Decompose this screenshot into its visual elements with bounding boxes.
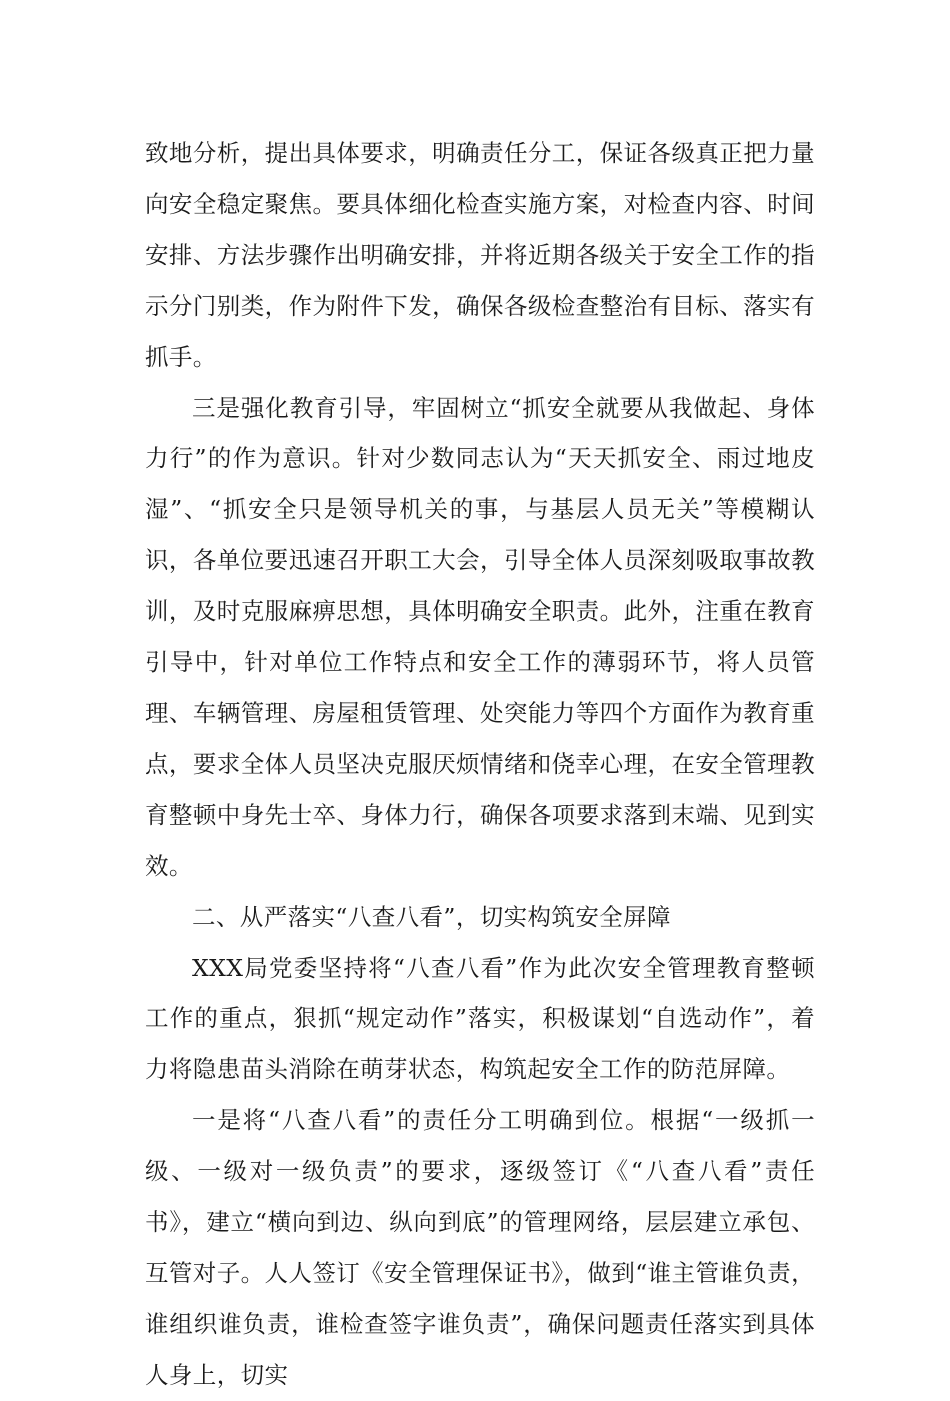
paragraph-2: 三是强化教育引导，牢固树立“抓安全就要从我做起、身体力行”的作为意识。针对少数同志认为“天天抓安全、雨过地皮湿”、“抓安全只是领导机关的事，与基层人员无关”等模糊认识，各单位要迅速召开职工大会，引导全体人员深刻吸取事故教训，及时克服麻痹思想，具体明确安全职责。此外，注重在教育引导中，针对单位工作特点和安全工作的薄弱环节，将人员管理、车辆管理、房屋租赁管理、处突能力等四个方面作为教育重点，要求全体人员坚决克服厌烦情绪和侥幸心理，在安全管理教育整顿中身先士卒、身体力行，确保各项要求落到末端、见到实效。 bbox=[145, 393, 815, 880]
document-body bbox=[145, 128, 815, 1401]
paragraph-1: 致地分析，提出具体要求，明确责任分工，保证各级真正把力量向安全稳定聚焦。要具体细化检查实施方案，对检查内容、时间安排、方法步骤作出明确安排，并将近期各级关于安全工作的指示分门别类，作为附件下发，确保各级检查整治有目标、落实有抓手。 bbox=[145, 139, 815, 371]
paragraph-4: 一是将“八查八看”的责任分工明确到位。根据“一级抓一级、一级对一级负责”的要求，逐级签订《“八查八看”责任书》，建立“横向到边、纵向到底”的管理网络，层层建立承包、互管对子。人人签订《安全管理保证书》，做到“谁主管谁负责，谁组织谁负责，谁检查签字谁负责”，确保问题责任落实到具体人身上，切实 bbox=[145, 1106, 815, 1389]
section-heading: 二、从严落实“八查八看”，切实构筑安全屏障 bbox=[192, 902, 671, 931]
paragraph-3: XXX局党委坚持将“八查八看”作为此次安全管理教育整顿工作的重点，狠抓“规定动作”落实，积极谋划“自选动作”，着力将隐患苗头消除在萌芽状态，构筑起安全工作的防范屏障。 bbox=[145, 953, 815, 1084]
